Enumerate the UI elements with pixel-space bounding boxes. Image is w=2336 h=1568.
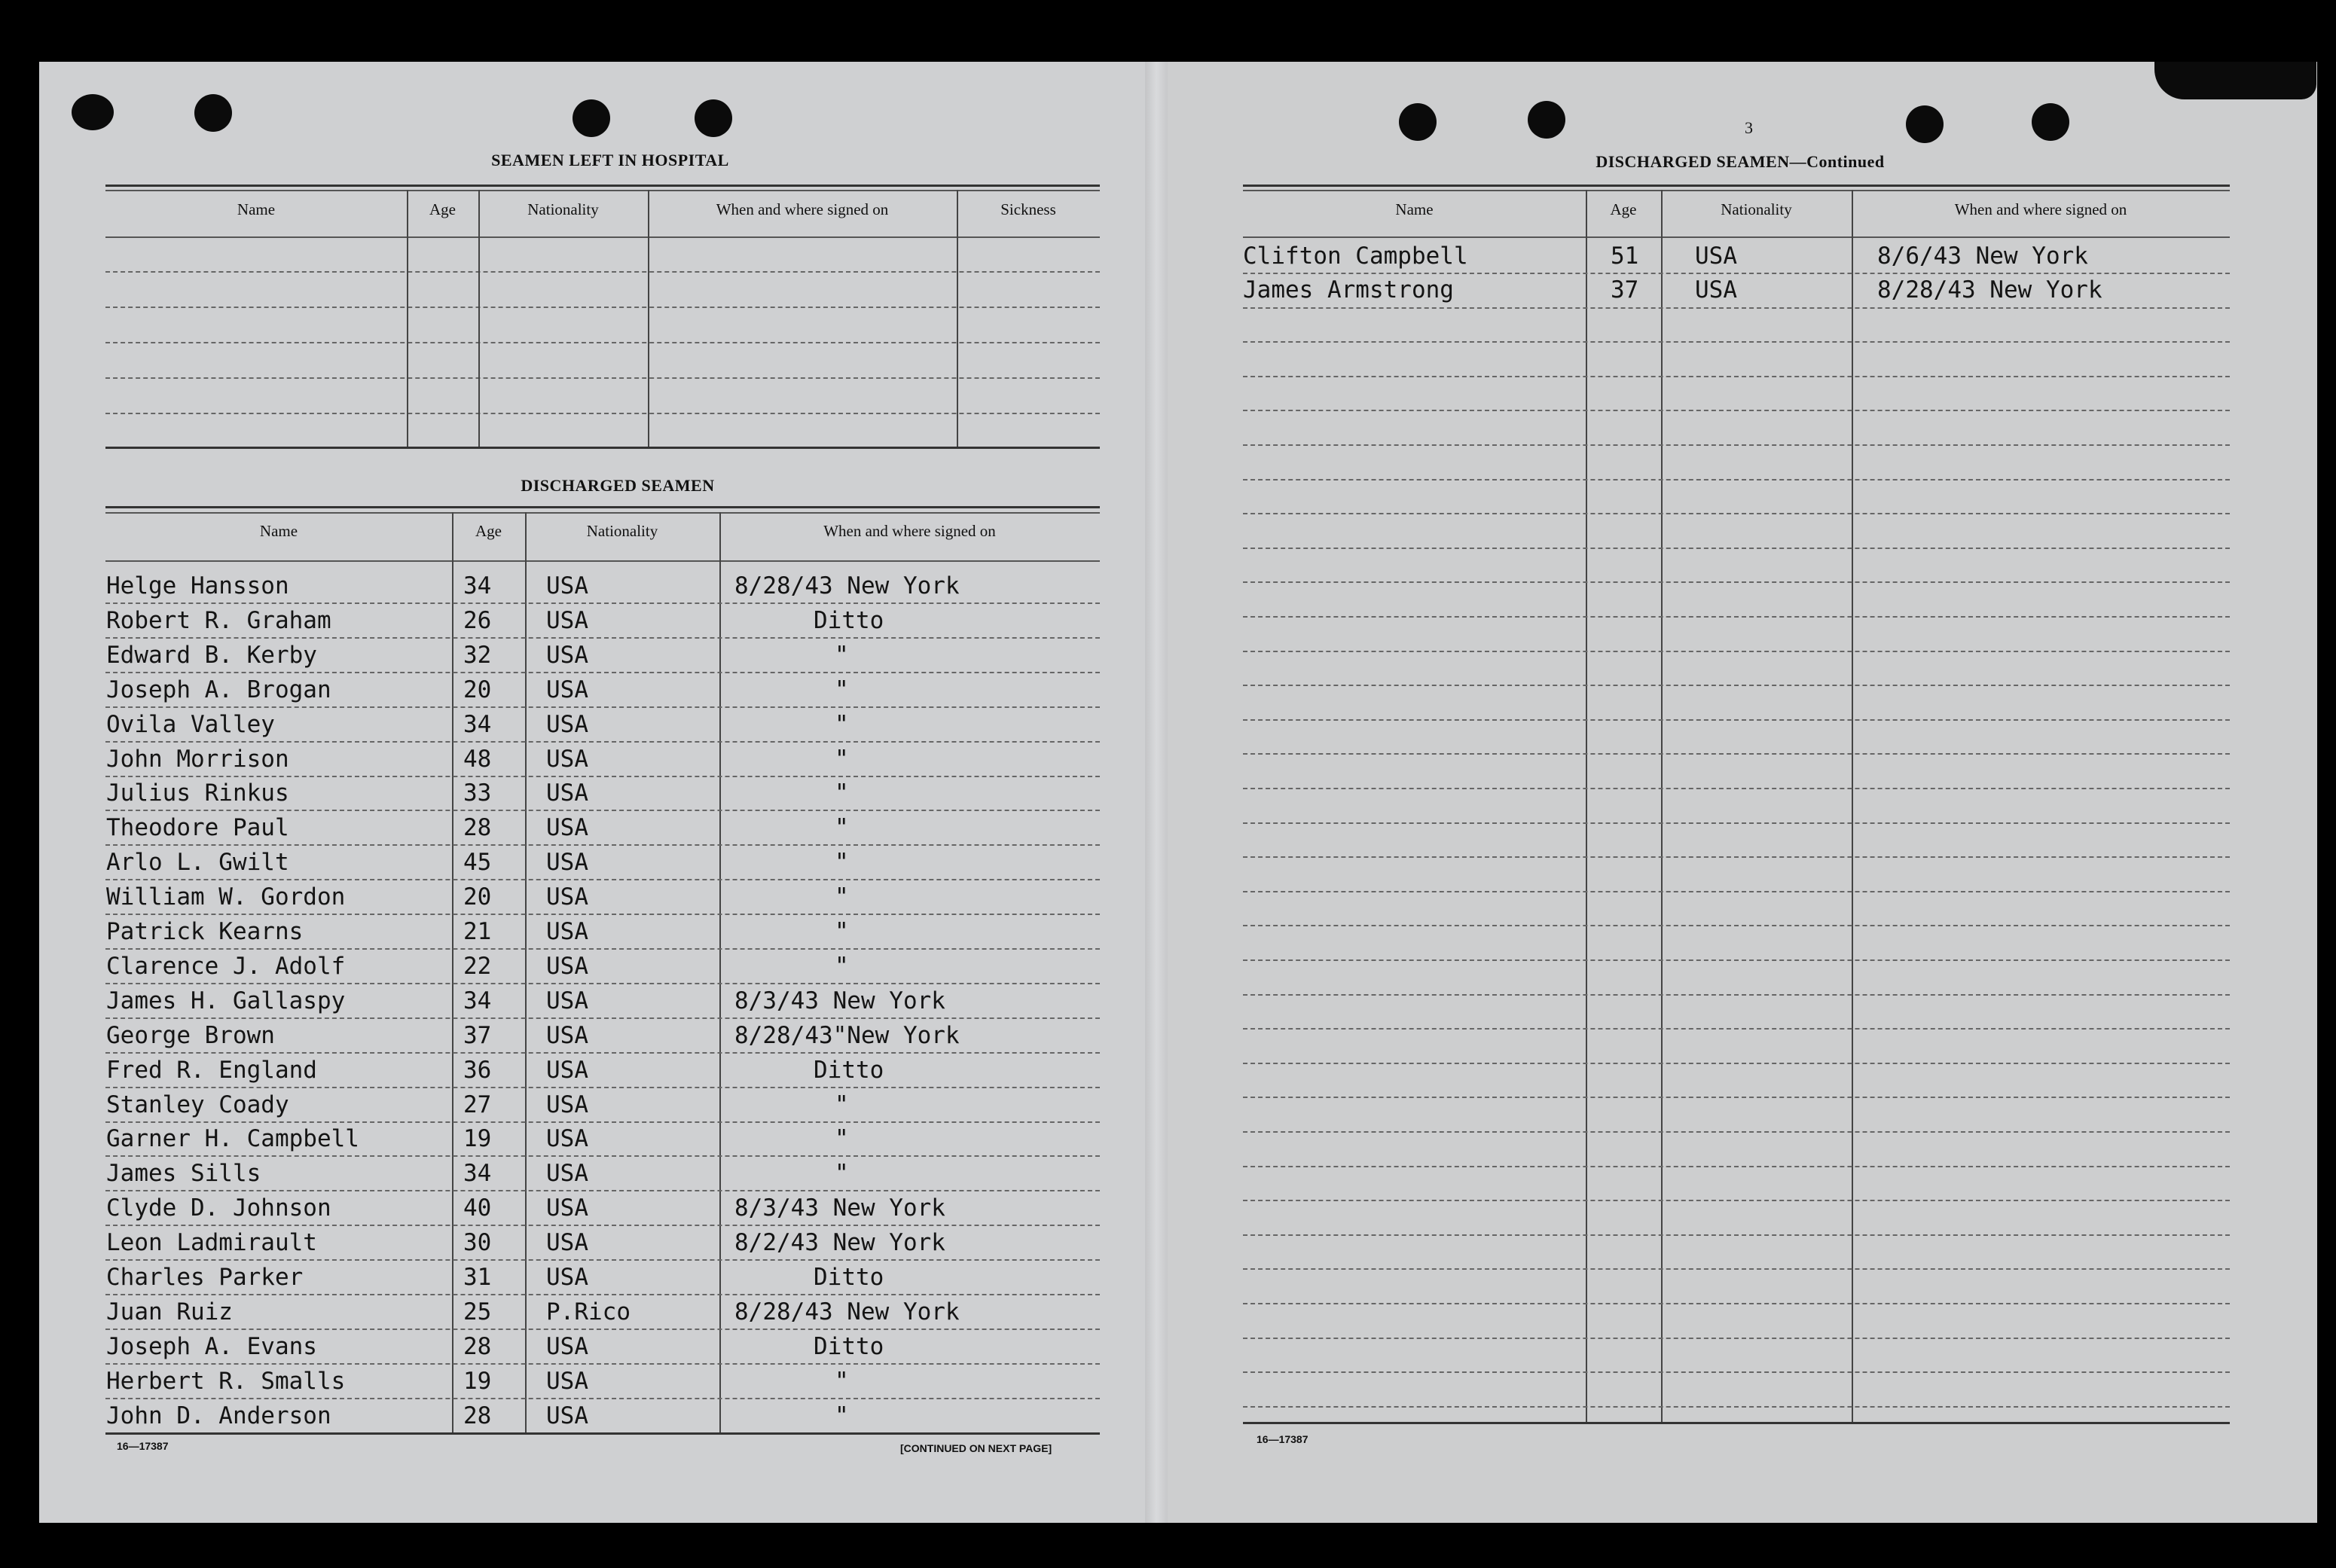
rule (1243, 190, 2230, 191)
hospital-header-name: Name (237, 200, 276, 218)
discharged-name: James H. Gallaspy (106, 987, 346, 1014)
row-line (1243, 1063, 2230, 1064)
row-line (105, 1190, 1100, 1191)
discharged-nationality: USA (546, 1057, 588, 1084)
punch-hole (695, 99, 732, 137)
column-line (957, 190, 958, 447)
discharged-age: 34 (463, 1160, 492, 1187)
column-line (648, 190, 649, 447)
discharged-nationality: USA (546, 779, 588, 807)
rule (105, 190, 1100, 191)
continued-nationality: USA (1695, 276, 1737, 304)
column-line (1852, 190, 1853, 1423)
row-line (1243, 1166, 2230, 1167)
discharged-when-where: " (835, 1402, 849, 1429)
discharged-nationality: USA (546, 1091, 588, 1118)
discharged-when-where: 8/2/43 New York (734, 1229, 945, 1256)
row-line (1243, 410, 2230, 411)
discharged-name: James Sills (106, 1160, 261, 1187)
row-line (105, 1329, 1100, 1330)
discharged-name: Fred R. England (106, 1057, 317, 1084)
discharged-name: Arlo L. Gwilt (106, 849, 289, 876)
discharged-nationality: USA (546, 1229, 588, 1256)
discharged-age: 22 (463, 953, 492, 980)
blank-row-line (105, 413, 1100, 414)
continued-header-name: Name (1395, 200, 1434, 218)
discharged-section-title: DISCHARGED SEAMEN (521, 476, 715, 495)
column-line (1586, 190, 1587, 1423)
rule (105, 1432, 1100, 1435)
discharged-nationality: USA (546, 746, 588, 773)
discharged-when-where: 8/3/43 New York (734, 987, 945, 1014)
discharged-name: Joseph A. Brogan (106, 676, 331, 703)
discharged-age: 30 (463, 1229, 492, 1256)
row-line (105, 776, 1100, 777)
row-line (1243, 1371, 2230, 1373)
row-line (1243, 822, 2230, 824)
row-line (105, 706, 1100, 708)
discharged-nationality: USA (546, 1160, 588, 1187)
punch-hole (1528, 101, 1565, 139)
continued-name: Clifton Campbell (1243, 243, 1468, 270)
row-line (1243, 1131, 2230, 1133)
discharged-when-where: " (835, 1160, 849, 1187)
hospital-header-nationality: Nationality (527, 200, 599, 218)
continued-note: [CONTINUED ON NEXT PAGE] (900, 1442, 1052, 1454)
discharged-when-where: " (835, 1091, 849, 1118)
row-line (105, 1052, 1100, 1054)
discharged-age: 32 (463, 642, 492, 669)
discharged-age: 28 (463, 1333, 492, 1360)
discharged-continued-title: DISCHARGED SEAMEN—Continued (1596, 152, 1885, 171)
row-line (105, 1087, 1100, 1088)
discharged-nationality: USA (546, 676, 588, 703)
row-line (105, 879, 1100, 880)
discharged-name: Ovila Valley (106, 711, 275, 738)
discharged-age: 34 (463, 711, 492, 738)
discharged-nationality: USA (546, 1022, 588, 1049)
row-line (1243, 925, 2230, 926)
discharged-nationality: USA (546, 1368, 588, 1395)
discharged-when-where: Ditto (814, 607, 884, 634)
discharged-age: 26 (463, 607, 492, 634)
punch-hole (72, 94, 114, 130)
discharged-nationality: USA (546, 953, 588, 980)
discharged-when-where: " (835, 883, 849, 911)
row-line (1243, 1097, 2230, 1098)
discharged-when-where: 8/28/43 New York (734, 572, 960, 599)
row-line (1243, 1234, 2230, 1236)
discharged-when-where: " (835, 746, 849, 773)
rule (105, 236, 1100, 238)
discharged-age: 37 (463, 1022, 492, 1049)
form-number-left: 16—17387 (117, 1440, 169, 1452)
row-line (105, 741, 1100, 743)
continued-age: 51 (1611, 243, 1639, 270)
discharged-nationality: USA (546, 1333, 588, 1360)
discharged-when-where: " (835, 953, 849, 980)
column-line (407, 190, 408, 447)
row-line (1243, 1028, 2230, 1030)
row-line (1243, 685, 2230, 686)
discharged-age: 25 (463, 1298, 492, 1325)
rule (105, 185, 1100, 187)
continued-nationality: USA (1695, 243, 1737, 270)
row-line (105, 1017, 1100, 1019)
page-number: 3 (1745, 118, 1753, 137)
row-line (1243, 753, 2230, 755)
discharged-name: Theodore Paul (106, 814, 289, 841)
row-line (1243, 341, 2230, 343)
discharged-name: Clyde D. Johnson (106, 1194, 331, 1222)
row-line (1243, 273, 2230, 274)
discharged-header-name: Name (259, 522, 298, 540)
row-line (1243, 788, 2230, 789)
discharged-name: Charles Parker (106, 1264, 304, 1291)
discharged-when-where: 8/3/43 New York (734, 1194, 945, 1222)
discharged-age: 28 (463, 814, 492, 841)
row-line (105, 637, 1100, 639)
discharged-when-where: " (835, 642, 849, 669)
discharged-age: 36 (463, 1057, 492, 1084)
discharged-name: Garner H. Campbell (106, 1125, 359, 1152)
rule (105, 506, 1100, 508)
discharged-age: 19 (463, 1125, 492, 1152)
row-line (105, 844, 1100, 846)
punch-hole (573, 99, 610, 137)
corner-tear (2154, 62, 2316, 99)
rule (105, 512, 1100, 514)
discharged-header-nationality: Nationality (586, 522, 658, 540)
discharged-nationality: USA (546, 572, 588, 599)
row-line (105, 1363, 1100, 1365)
discharged-name: Stanley Coady (106, 1091, 289, 1118)
continued-name: James Armstrong (1243, 276, 1454, 304)
rule (105, 560, 1100, 562)
row-line (1243, 376, 2230, 377)
blank-row-line (105, 271, 1100, 273)
discharged-name: Patrick Kearns (106, 918, 304, 945)
hospital-section-title: SEAMEN LEFT IN HOSPITAL (491, 151, 729, 169)
blank-row-line (105, 342, 1100, 343)
discharged-when-where: " (835, 1125, 849, 1152)
discharged-age: 20 (463, 883, 492, 911)
page-gutter (1145, 62, 1168, 1523)
discharged-name: Julius Rinkus (106, 779, 289, 807)
discharged-name: George Brown (106, 1022, 275, 1049)
discharged-name: Helge Hansson (106, 572, 289, 599)
row-line (1243, 479, 2230, 480)
hospital-header-when-where: When and where signed on (716, 200, 889, 218)
row-line (105, 983, 1100, 984)
discharged-age: 34 (463, 987, 492, 1014)
discharged-name: John D. Anderson (106, 1402, 331, 1429)
discharged-name: Clarence J. Adolf (106, 953, 346, 980)
punch-hole (1399, 103, 1437, 141)
discharged-nationality: USA (546, 987, 588, 1014)
discharged-when-where: " (835, 918, 849, 945)
continued-when-where: 8/6/43 New York (1877, 243, 2088, 270)
discharged-name: Robert R. Graham (106, 607, 331, 634)
discharged-age: 31 (463, 1264, 492, 1291)
discharged-age: 27 (463, 1091, 492, 1118)
discharged-nationality: USA (546, 918, 588, 945)
row-line (1243, 891, 2230, 892)
row-line (105, 672, 1100, 673)
discharged-age: 34 (463, 572, 492, 599)
discharged-when-where: 8/28/43"New York (734, 1022, 960, 1049)
blank-row-line (105, 307, 1100, 308)
discharged-nationality: USA (546, 1194, 588, 1222)
row-line (105, 602, 1100, 604)
row-line (1243, 307, 2230, 309)
discharged-name: John Morrison (106, 746, 289, 773)
row-line (105, 914, 1100, 915)
row-line (105, 1121, 1100, 1123)
row-line (105, 1294, 1100, 1295)
form-number-right: 16—17387 (1257, 1433, 1308, 1445)
row-line (1243, 719, 2230, 721)
discharged-age: 21 (463, 918, 492, 945)
discharged-age: 19 (463, 1368, 492, 1395)
discharged-name: Joseph A. Evans (106, 1333, 317, 1360)
punch-hole (194, 94, 232, 132)
discharged-name: Leon Ladmirault (106, 1229, 317, 1256)
row-line (1243, 581, 2230, 583)
discharged-nationality: USA (546, 1264, 588, 1291)
punch-hole (2032, 103, 2069, 141)
punch-hole (1906, 105, 1944, 143)
blank-row-line (105, 377, 1100, 379)
discharged-nationality: USA (546, 1125, 588, 1152)
discharged-nationality: USA (546, 849, 588, 876)
rule (1243, 1422, 2230, 1424)
row-line (1243, 616, 2230, 618)
discharged-header-when-where: When and where signed on (823, 522, 996, 540)
row-line (1243, 444, 2230, 446)
discharged-age: 45 (463, 849, 492, 876)
row-line (1243, 651, 2230, 652)
discharged-when-where: 8/28/43 New York (734, 1298, 960, 1325)
row-line (105, 1225, 1100, 1226)
discharged-when-where: Ditto (814, 1057, 884, 1084)
rule (1243, 236, 2230, 238)
continued-header-age: Age (1610, 200, 1637, 218)
discharged-when-where: " (835, 779, 849, 807)
row-line (1243, 1338, 2230, 1339)
discharged-nationality: P.Rico (546, 1298, 631, 1325)
discharged-age: 48 (463, 746, 492, 773)
continued-when-where: 8/28/43 New York (1877, 276, 2102, 304)
rule (105, 447, 1100, 449)
discharged-when-where: " (835, 1368, 849, 1395)
hospital-header-age: Age (429, 200, 456, 218)
discharged-nationality: USA (546, 814, 588, 841)
row-line (1243, 1268, 2230, 1270)
row-line (105, 1155, 1100, 1157)
continued-header-nationality: Nationality (1721, 200, 1792, 218)
column-line (1661, 190, 1663, 1423)
column-line (478, 190, 480, 447)
discharged-name: Juan Ruiz (106, 1298, 233, 1325)
discharged-name: Herbert R. Smalls (106, 1368, 346, 1395)
discharged-when-where: " (835, 814, 849, 841)
hospital-header-sickness: Sickness (1000, 200, 1056, 218)
row-line (1243, 1406, 2230, 1408)
discharged-nationality: USA (546, 711, 588, 738)
discharged-when-where: " (835, 676, 849, 703)
discharged-nationality: USA (546, 883, 588, 911)
row-line (1243, 994, 2230, 996)
discharged-nationality: USA (546, 1402, 588, 1429)
row-line (105, 948, 1100, 950)
row-line (1243, 548, 2230, 549)
discharged-when-where: Ditto (814, 1333, 884, 1360)
discharged-nationality: USA (546, 642, 588, 669)
row-line (1243, 959, 2230, 961)
discharged-header-age: Age (475, 522, 502, 540)
row-line (105, 810, 1100, 811)
discharged-name: Edward B. Kerby (106, 642, 317, 669)
continued-header-when-where: When and where signed on (1954, 200, 2127, 218)
row-line (105, 1398, 1100, 1399)
discharged-name: William W. Gordon (106, 883, 346, 911)
discharged-age: 20 (463, 676, 492, 703)
row-line (1243, 513, 2230, 514)
row-line (1243, 856, 2230, 858)
discharged-age: 28 (463, 1402, 492, 1429)
discharged-nationality: USA (546, 607, 588, 634)
row-line (1243, 1200, 2230, 1201)
rule (1243, 185, 2230, 187)
row-line (1243, 1303, 2230, 1304)
continued-age: 37 (1611, 276, 1639, 304)
discharged-when-where: Ditto (814, 1264, 884, 1291)
row-line (105, 1259, 1100, 1261)
discharged-age: 33 (463, 779, 492, 807)
discharged-age: 40 (463, 1194, 492, 1222)
discharged-when-where: " (835, 711, 849, 738)
discharged-when-where: " (835, 849, 849, 876)
